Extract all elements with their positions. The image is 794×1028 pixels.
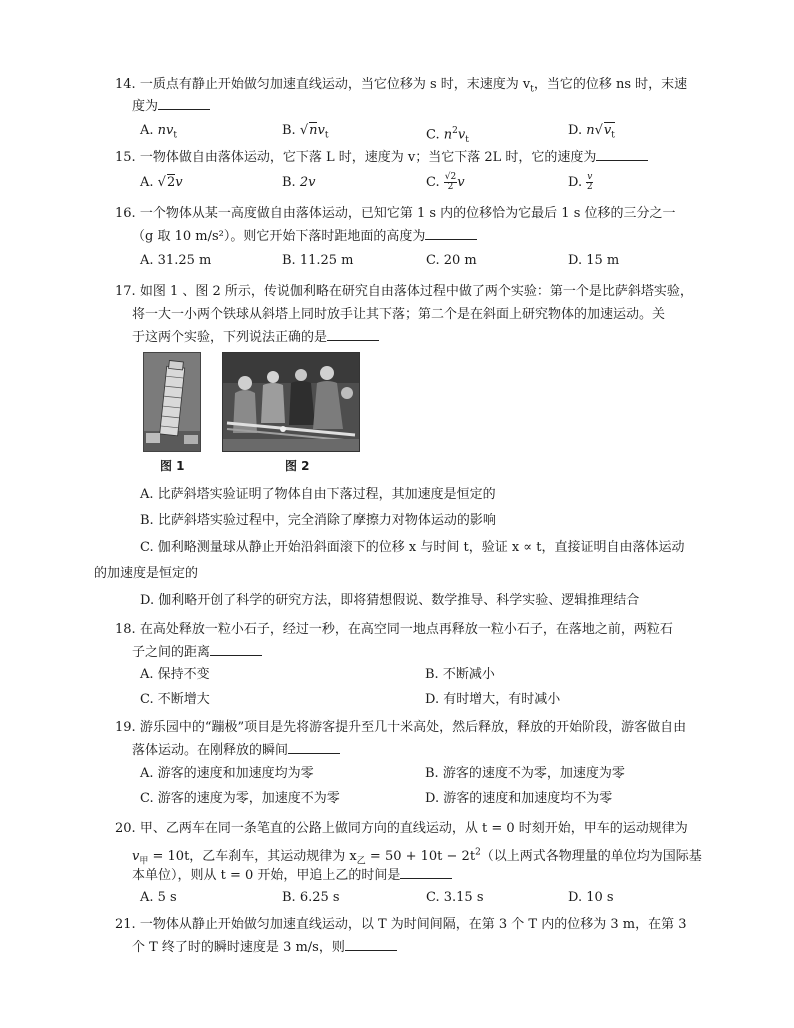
- option-d[interactable]: D. 伽利略开创了科学的研究方法，即将猜想假说、数学推导、科学实验、逻辑推理结合: [140, 593, 640, 608]
- option-a[interactable]: A. $nv_t$: [140, 123, 178, 141]
- question-text: 度为: [132, 99, 159, 114]
- question-text: 个 T 终了时的瞬时速度是 3 m/s，则: [132, 940, 345, 955]
- question-20: [115, 818, 705, 840]
- question-text: 一物体从静止开始做匀加速直线运动，以 T 为时间间隔，在第 3 个 T 内的位移为 3 m，在第 3: [139, 917, 687, 932]
- leaning-tower-photo: [143, 352, 201, 452]
- galileo-painting: [222, 352, 360, 452]
- question-17: [115, 281, 705, 303]
- question-text: 在高处释放一粒小石子，经过一秒，在高空同一地点再释放一粒小石子，在落地之前，两粒石: [139, 622, 673, 637]
- option-d[interactable]: D. 10 s: [568, 890, 614, 905]
- option-b[interactable]: B. 6.25 s: [282, 890, 340, 905]
- question-15: [115, 147, 705, 169]
- question-text: 落体运动。在刚释放的瞬间: [132, 743, 289, 758]
- question-text: 游乐园中的“蹦极”项目是先将游客提升至几十米高处，然后释放，释放的开始阶段，游客做自由: [139, 720, 687, 735]
- option-d[interactable]: D. $n√v_t$: [568, 123, 615, 141]
- option-b[interactable]: B. 游客的速度不为零，加速度为零: [425, 766, 625, 781]
- question-17-line3: [132, 327, 722, 349]
- question-number: 17.: [115, 284, 136, 299]
- answer-blank[interactable]: [158, 97, 210, 110]
- question-text: 一物体做自由落体运动，它下落 L 时，速度为 v；当它下落 2L 时，它的速度为: [139, 150, 597, 165]
- option-a[interactable]: A. 保持不变: [140, 667, 210, 682]
- question-text: 一质点有静止开始做匀加速直线运动，当它位移为 s 时，末速度为 $v_t$，当它的位移 ns 时，末速: [139, 77, 688, 95]
- question-14-line2: [132, 96, 722, 118]
- question-number: 20.: [115, 821, 136, 836]
- option-b[interactable]: B. 不断减小: [425, 667, 495, 682]
- option-a[interactable]: A. √2v: [140, 175, 183, 190]
- question-19-line2: [132, 740, 722, 762]
- option-c[interactable]: C. $\frac{√2}{2}$ v: [426, 172, 465, 192]
- question-21-line2: [132, 937, 722, 959]
- option-b[interactable]: B. 比萨斜塔实验过程中，完全消除了摩擦力对物体运动的影响: [140, 513, 496, 528]
- option-b[interactable]: B. $√nv_t$: [282, 123, 329, 141]
- option-c[interactable]: C. 3.15 s: [426, 890, 484, 905]
- answer-blank[interactable]: [345, 938, 397, 951]
- question-18-options-row1: [140, 665, 700, 685]
- option-a[interactable]: A. 比萨斜塔实验证明了物体自由下落过程，其加速度是恒定的: [140, 487, 496, 502]
- question-text: $v_甲 = 10t$，乙车刹车，其运动规律为 $x_乙 = 50 + 10t - 2t^2$（以上两式各物理量的单位均为国际基: [132, 848, 702, 867]
- option-a[interactable]: A. 5 s: [140, 890, 177, 905]
- question-15-options: [140, 173, 700, 193]
- answer-blank[interactable]: [327, 328, 379, 341]
- question-text: 将一大一小两个铁球从斜塔上同时放手让其下落；第二个是在斜面上研究物体的加速运动。关: [132, 307, 666, 322]
- question-number: 14.: [115, 77, 136, 92]
- question-19-options-row2: [140, 789, 700, 809]
- question-20-options: [140, 888, 700, 908]
- answer-blank[interactable]: [596, 148, 648, 161]
- question-20-line3: [132, 865, 722, 887]
- answer-blank[interactable]: [210, 643, 262, 656]
- option-b[interactable]: B. 2v: [282, 175, 316, 190]
- question-text: 于这两个实验，下列说法正确的是: [132, 330, 328, 345]
- question-text: 一个物体从某一高度做自由落体运动，已知它第 1 s 内的位移恰为它最后 1 s 位移的三分之一: [139, 206, 676, 221]
- answer-blank[interactable]: [288, 741, 340, 754]
- answer-blank[interactable]: [425, 227, 477, 240]
- option-c[interactable]: C. $n^2v_t$: [426, 126, 469, 145]
- question-text: 甲、乙两车在同一条笔直的公路上做同方向的直线运动，从 t = 0 时刻开始，甲车的运动规律为: [139, 821, 688, 836]
- option-c-continued: 的加速度是恒定的: [94, 566, 199, 581]
- question-16: [115, 203, 705, 225]
- answer-blank[interactable]: [400, 866, 452, 879]
- question-19: [115, 717, 705, 739]
- option-d[interactable]: D. 15 m: [568, 253, 620, 268]
- question-text: （g 取 10 m/s²）。则它开始下落时距地面的高度为: [132, 229, 426, 244]
- option-c[interactable]: C. 游客的速度为零，加速度不为零: [140, 791, 340, 806]
- figure-1-caption: 图 1: [160, 459, 185, 473]
- question-18-line2: [132, 642, 722, 664]
- option-a[interactable]: A. 游客的速度和加速度均为零: [140, 766, 314, 781]
- question-18-options-row2: [140, 690, 700, 710]
- option-d[interactable]: D. 有时增大，有时减小: [425, 692, 561, 707]
- question-number: 19.: [115, 720, 136, 735]
- question-number: 18.: [115, 622, 136, 637]
- question-number: 16.: [115, 206, 136, 221]
- option-a[interactable]: A. 31.25 m: [140, 253, 212, 268]
- question-number: 21.: [115, 917, 136, 932]
- question-text: 如图 1 、图 2 所示，传说伽利略在研究自由落体过程中做了两个实验：第一个是比萨斜塔实验，: [139, 284, 693, 299]
- option-d[interactable]: D. $\frac{v}{2}$: [568, 172, 593, 192]
- question-17-line2: [132, 304, 722, 326]
- figure-2-caption: 图 2: [285, 459, 310, 473]
- option-c[interactable]: C. 伽利略测量球从静止开始沿斜面滚下的位移 x 与时间 t，验证 x ∝ t，直接证明自由落体运动: [140, 540, 685, 555]
- question-17-figures: [140, 352, 360, 472]
- question-19-options-row1: [140, 764, 700, 784]
- question-16-options: [140, 251, 700, 271]
- option-c[interactable]: C. 20 m: [426, 253, 477, 268]
- question-14-options: [140, 121, 700, 145]
- option-d[interactable]: D. 游客的速度和加速度均不为零: [425, 791, 613, 806]
- option-c[interactable]: C. 不断增大: [140, 692, 210, 707]
- question-text: 本单位），则从 t = 0 开始，甲追上乙的时间是: [132, 868, 401, 883]
- question-text: 子之间的距离: [132, 645, 211, 660]
- question-number: 15.: [115, 150, 136, 165]
- option-b[interactable]: B. 11.25 m: [282, 253, 354, 268]
- question-16-line2: [132, 226, 722, 248]
- question-18: [115, 619, 705, 641]
- question-21: [115, 914, 705, 936]
